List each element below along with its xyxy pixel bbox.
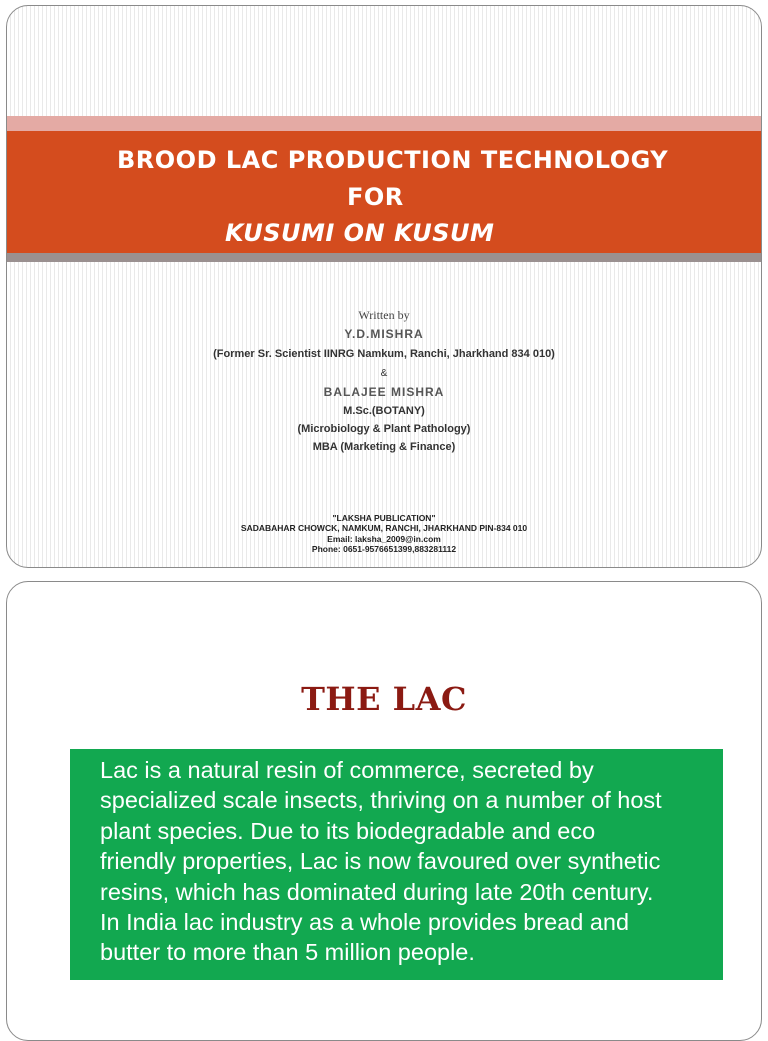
author1-affiliation: (Former Sr. Scientist IINRG Namkum, Ranchi, Jharkhand 834 010) [213,348,555,360]
written-by-label: Written by [358,308,410,322]
title-band-bottom-stripe [7,253,761,262]
lac-slide [6,581,762,1041]
title-line-3: KUSUMI ON KUSUM [225,219,495,247]
lac-description-box [70,749,723,980]
title-line-1: BROOD LAC PRODUCTION TECHNOLOGY [117,146,669,174]
publisher-name: "LAKSHA PUBLICATION" [332,513,436,523]
author1-name: Y.D.MISHRA [344,327,424,341]
author2-degree: M.Sc.(BOTANY) [343,405,425,417]
title-band-top-stripe [7,116,761,131]
lac-heading: THE LAC [301,680,467,718]
title-slide [6,5,762,568]
publisher-phone: Phone: 0651-9576651399,883281112 [311,544,457,554]
title-line-2: FOR [347,183,404,211]
author2-specialization: (Microbiology & Plant Pathology) [297,423,471,435]
author2-mba: MBA (Marketing & Finance) [312,441,456,453]
ampersand: & [380,368,388,379]
publisher-email: Email: laksha_2009@in.com [327,534,441,544]
publisher-address: SADABAHAR CHOWCK, NAMKUM, RANCHI, JHARKHAND PIN-834 010 [240,523,528,533]
author2-name: BALAJEE MISHRA [323,385,445,399]
lac-description-text: Lac is a natural resin of commerce, secreted by specialized scale insects, thriving on a number of host plant species. Due to its biodegradable and eco friendly properties, Lac is now favoured over synthetic resins, which has dominated during late 20th century. In India lac industry as a whole provides bread and butter to more than 5 million people. [100,757,662,966]
